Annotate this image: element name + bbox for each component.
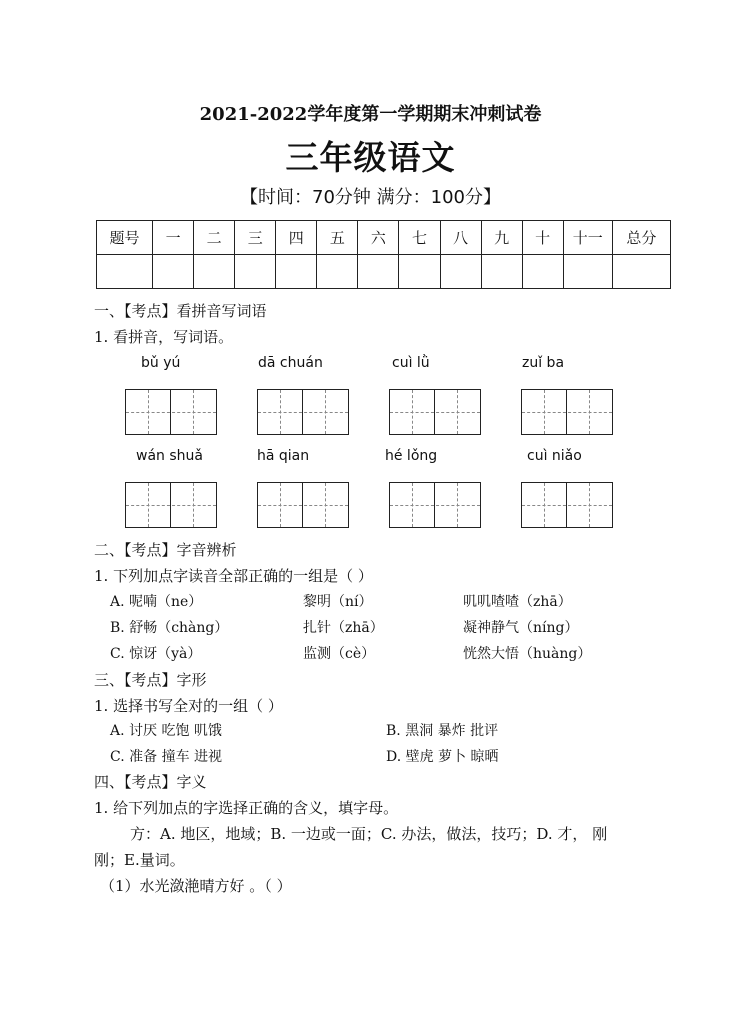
score-blank-cell[interactable] <box>358 255 399 289</box>
section1-question: 1. 看拼音，写词语。 <box>94 328 234 346</box>
score-header-cell: 五 <box>317 221 358 255</box>
score-blank-cell[interactable] <box>235 255 276 289</box>
definition-line2: 刚；E.量词。 <box>94 851 185 869</box>
score-blank-cell[interactable] <box>481 255 522 289</box>
option-b: B. 黑洞 暴炸 批评 <box>386 723 499 739</box>
option-a-word3: 叽叽喳喳（zhā） <box>463 594 572 610</box>
score-blank-cell[interactable] <box>399 255 440 289</box>
option-c-word2: 监测（cè） <box>303 646 376 662</box>
writing-grid[interactable] <box>125 482 217 528</box>
pinyin-label: dā chuán <box>258 355 323 371</box>
section4-question: 1. 给下列加点的字选择正确的含义，填字母。 <box>94 799 399 817</box>
option-b-word1: B. 舒畅（chàng） <box>110 620 229 636</box>
score-blank-cell[interactable] <box>522 255 563 289</box>
writing-grid[interactable] <box>521 389 613 435</box>
score-table <box>96 220 671 289</box>
pinyin-label: zuǐ ba <box>522 355 565 371</box>
score-header-cell: 总分 <box>612 221 670 255</box>
option-a-word1: A. 呢喃（ne） <box>110 594 203 610</box>
option-b-word3: 凝神静气（níng） <box>463 620 579 636</box>
section2-heading: 二、【考点】字音辨析 <box>94 541 237 559</box>
writing-grid[interactable] <box>389 389 481 435</box>
score-header-cell: 六 <box>358 221 399 255</box>
option-a: A. 讨厌 吃饱 叽饿 <box>110 723 222 739</box>
exam-title: 三年级语文 <box>285 138 456 177</box>
exam-subtitle: 2021-2022学年度第一学期期末冲刺试卷 <box>199 104 542 125</box>
score-blank-cell[interactable] <box>97 255 153 289</box>
score-blank-cell[interactable] <box>194 255 235 289</box>
section4-heading: 四、【考点】字义 <box>94 773 207 791</box>
pinyin-label: hā qian <box>257 448 310 464</box>
writing-grid[interactable] <box>389 482 481 528</box>
pinyin-label: wán shuǎ <box>136 448 203 464</box>
section1-heading: 一、【考点】看拼音写词语 <box>94 302 267 320</box>
writing-grid[interactable] <box>257 389 349 435</box>
score-blank-cell[interactable] <box>440 255 481 289</box>
definition-line1: 方：A. 地区，地域；B. 一边或一面；C. 办法，做法，技巧；D. 才， 刚 <box>130 825 608 843</box>
score-blank-cell[interactable] <box>563 255 612 289</box>
exam-info: 【时间：70分钟 满分：100分】 <box>240 187 501 208</box>
option-c-word1: C. 惊讶（yà） <box>110 646 202 662</box>
score-header-cell: 九 <box>481 221 522 255</box>
option-b-word2: 扎针（zhā） <box>303 620 384 636</box>
option-d: D. 壁虎 萝卜 晾晒 <box>386 749 499 765</box>
score-blank-cell[interactable] <box>317 255 358 289</box>
option-c: C. 准备 撞车 进视 <box>110 749 223 765</box>
pinyin-label: cuì niǎo <box>527 448 582 464</box>
writing-grid[interactable] <box>125 389 217 435</box>
pinyin-label: cuì lǜ <box>392 355 430 371</box>
question-item-1: （1）水光潋滟晴方好 。（ ） <box>100 877 292 895</box>
score-header-cell: 一 <box>153 221 194 255</box>
score-header-cell: 八 <box>440 221 481 255</box>
option-a-word2: 黎明（ní） <box>303 594 373 610</box>
section2-question: 1. 下列加点字读音全部正确的一组是（ ） <box>94 567 373 585</box>
score-header-cell: 十一 <box>563 221 612 255</box>
pinyin-label: bǔ yú <box>141 355 181 371</box>
score-header-cell: 四 <box>276 221 317 255</box>
writing-grid[interactable] <box>257 482 349 528</box>
score-header-cell: 题号 <box>97 221 153 255</box>
writing-grid[interactable] <box>521 482 613 528</box>
score-table-blank-row <box>97 255 671 289</box>
section3-question: 1. 选择书写全对的一组（ ） <box>94 697 283 715</box>
score-header-cell: 七 <box>399 221 440 255</box>
pinyin-label: hé lǒng <box>385 448 438 464</box>
score-header-cell: 二 <box>194 221 235 255</box>
score-header-cell: 三 <box>235 221 276 255</box>
section3-heading: 三、【考点】字形 <box>94 671 207 689</box>
score-table-header-row <box>97 221 671 255</box>
score-header-cell: 十 <box>522 221 563 255</box>
option-c-word3: 恍然大悟（huàng） <box>463 646 592 662</box>
score-blank-cell[interactable] <box>612 255 670 289</box>
score-blank-cell[interactable] <box>276 255 317 289</box>
score-blank-cell[interactable] <box>153 255 194 289</box>
